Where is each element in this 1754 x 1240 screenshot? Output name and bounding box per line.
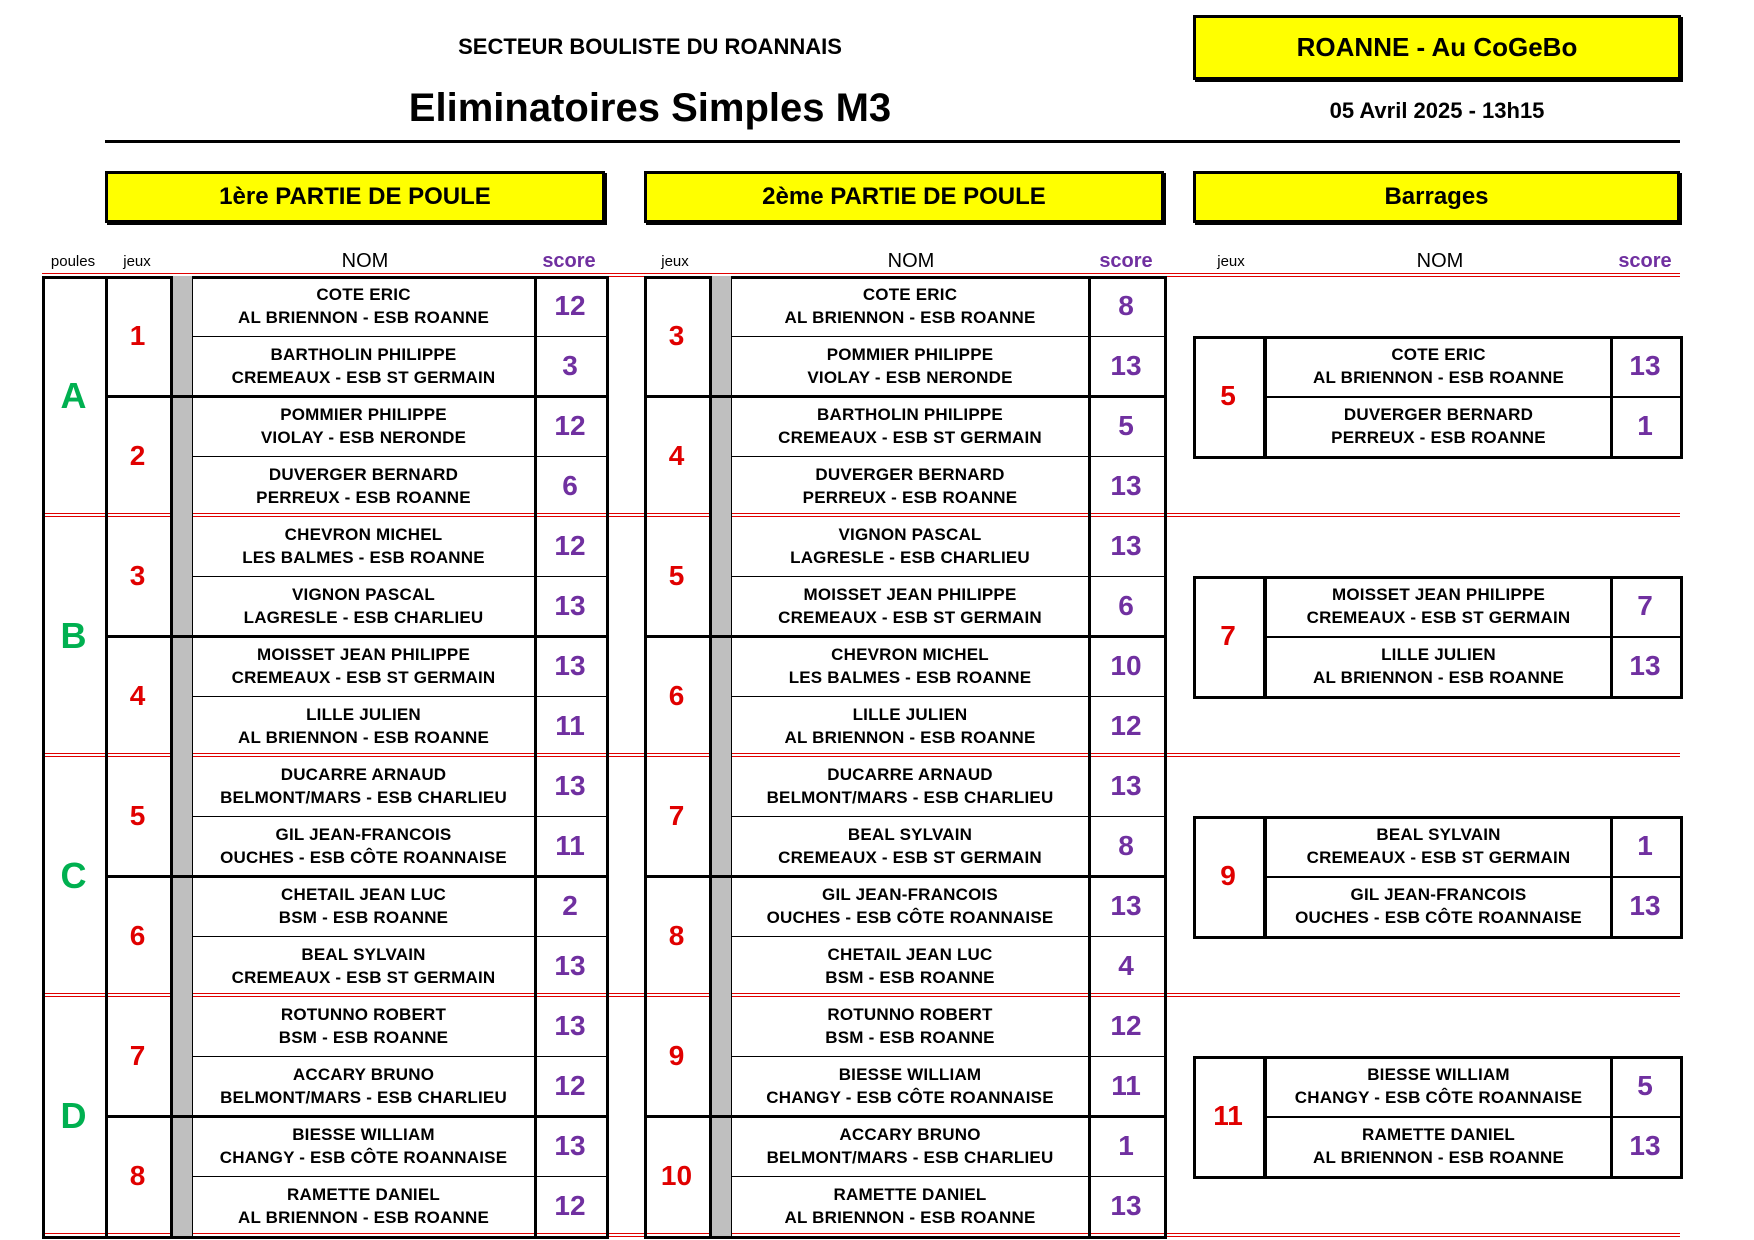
player-club: AL BRIENNON - ESB ROANNE (1312, 668, 1564, 687)
colhead-poules: poules (50, 252, 96, 270)
game-number: 4 (668, 440, 685, 471)
section-barrages: Barrages (1193, 171, 1680, 223)
barrage-game-number: 11 (1213, 1100, 1243, 1131)
row-divider (193, 456, 606, 457)
player-name: LILLE JULIEN (852, 705, 968, 724)
game-number: 8 (668, 920, 685, 951)
player-club: AL BRIENNON - ESB ROANNE (237, 1208, 489, 1227)
barrage-player-cell (1267, 1116, 1610, 1176)
player-club: CREMEAUX - ESB ST GERMAIN (231, 668, 496, 687)
colhead-jeux-3: jeux (1217, 252, 1245, 270)
player-cell (193, 696, 534, 756)
poule-letter: A (60, 375, 87, 416)
score-cell: 10 (1110, 650, 1142, 681)
barrage-score-cell: 5 (1637, 1070, 1653, 1101)
player-club: LES BALMES - ESB ROANNE (788, 668, 1032, 687)
player-club: BELMONT/MARS - ESB CHARLIEU (766, 788, 1054, 807)
barrage-score-cell: 1 (1637, 410, 1653, 441)
player-club: AL BRIENNON - ESB ROANNE (1312, 1148, 1564, 1167)
player-cell (193, 396, 534, 456)
score-cell: 13 (554, 650, 586, 681)
game-number: 6 (668, 680, 685, 711)
score-cell: 2 (562, 890, 578, 921)
player-club: LAGRESLE - ESB CHARLIEU (790, 548, 1030, 567)
game-number: 4 (129, 680, 146, 711)
player-cell (193, 516, 534, 576)
game-number: 7 (129, 1040, 146, 1071)
player-cell (732, 516, 1088, 576)
score-cell: 13 (554, 590, 586, 621)
barrage-score-cell: 13 (1629, 650, 1661, 681)
player-cell (193, 996, 534, 1056)
score-cell: 11 (1111, 1070, 1141, 1101)
game-number: 10 (660, 1160, 693, 1191)
score-cell: 13 (1110, 470, 1142, 501)
row-divider (193, 336, 606, 337)
colhead-score-1: score (542, 249, 596, 272)
gray-strip (172, 276, 193, 1236)
player-name: BEAL SYLVAIN (847, 825, 973, 844)
row-divider (193, 1056, 606, 1057)
player-name: GIL JEAN-FRANCOIS (1350, 885, 1527, 904)
barrage-player-cell (1267, 396, 1610, 456)
player-name: RAMETTE DANIEL (833, 1185, 987, 1204)
player-club: CREMEAUX - ESB ST GERMAIN (778, 608, 1042, 627)
player-club: CHANGY - ESB CÔTE ROANNAISE (1294, 1088, 1583, 1107)
player-name: COTE ERIC (862, 285, 958, 304)
organization-name: SECTEUR BOULISTE DU ROANNAIS (458, 34, 842, 59)
player-name: LILLE JULIEN (306, 705, 421, 724)
player-cell (193, 1056, 534, 1116)
score-cell: 6 (1118, 590, 1134, 621)
player-cell (732, 396, 1088, 456)
game-number: 2 (129, 440, 146, 471)
player-cell (732, 1176, 1088, 1236)
player-name: VIGNON PASCAL (838, 525, 982, 544)
player-cell (732, 276, 1088, 336)
row-divider (732, 576, 1164, 577)
player-name: BIESSE WILLIAM (838, 1065, 982, 1084)
player-club: BELMONT/MARS - ESB CHARLIEU (220, 1088, 507, 1107)
score-cell: 12 (1110, 1010, 1142, 1041)
score-cell: 4 (1118, 950, 1134, 981)
player-name: DUCARRE ARNAUD (827, 765, 993, 784)
player-cell (732, 636, 1088, 696)
player-name: MOISSET JEAN PHILIPPE (803, 585, 1017, 604)
player-club: AL BRIENNON - ESB ROANNE (784, 1208, 1036, 1227)
poule-letter: D (60, 1095, 87, 1136)
player-name: MOISSET JEAN PHILIPPE (1332, 585, 1545, 604)
player-club: AL BRIENNON - ESB ROANNE (237, 308, 489, 327)
player-cell (732, 996, 1088, 1056)
player-club: PERREUX - ESB ROANNE (802, 488, 1018, 507)
score-cell: 8 (1118, 830, 1134, 861)
player-club: CHANGY - ESB CÔTE ROANNAISE (766, 1088, 1054, 1107)
player-cell (732, 756, 1088, 816)
player-name: POMMIER PHILIPPE (826, 345, 994, 364)
player-club: BSM - ESB ROANNE (278, 1028, 449, 1047)
player-club: AL BRIENNON - ESB ROANNE (784, 308, 1036, 327)
gray-strip (711, 276, 732, 1236)
score-cell: 12 (554, 290, 586, 321)
row-divider (1263, 636, 1680, 638)
score-cell: 3 (562, 350, 578, 381)
venue-banner: ROANNE - Au CoGeBo (1193, 15, 1681, 80)
colhead-score-2: score (1099, 249, 1153, 272)
score-cell: 13 (1110, 1190, 1142, 1221)
player-club: BSM - ESB ROANNE (825, 968, 995, 987)
player-club: AL BRIENNON - ESB ROANNE (784, 728, 1036, 747)
colhead-score-3: score (1618, 249, 1672, 272)
player-cell (193, 276, 534, 336)
player-name: CHEVRON MICHEL (284, 525, 443, 544)
player-name: BARTHOLIN PHILIPPE (817, 405, 1003, 424)
game-number: 9 (668, 1040, 685, 1071)
player-cell (732, 1116, 1088, 1176)
barrage-game-number: 5 (1220, 380, 1236, 411)
row-divider (732, 456, 1164, 457)
player-cell (732, 1056, 1088, 1116)
player-cell (732, 816, 1088, 876)
player-club: OUCHES - ESB CÔTE ROANNAISE (1295, 908, 1582, 927)
row-divider (732, 1176, 1164, 1177)
game-number: 5 (668, 560, 685, 591)
barrage-score-cell: 13 (1629, 350, 1661, 381)
player-cell (193, 816, 534, 876)
poule-letter: C (60, 855, 87, 896)
player-name: CHETAIL JEAN LUC (827, 945, 993, 964)
barrage-score-cell: 13 (1629, 1130, 1661, 1161)
player-name: ACCARY BRUNO (839, 1125, 981, 1144)
colhead-jeux-2: jeux (661, 252, 689, 270)
row-divider (732, 696, 1164, 697)
player-name: BARTHOLIN PHILIPPE (270, 345, 457, 364)
player-cell (732, 936, 1088, 996)
score-cell: 12 (554, 410, 586, 441)
game-number: 5 (129, 800, 146, 831)
player-club: CREMEAUX - ESB ST GERMAIN (231, 368, 496, 387)
score-cell: 13 (1110, 770, 1142, 801)
player-name: LILLE JULIEN (1381, 645, 1496, 664)
colhead-nom-2: NOM (887, 249, 935, 272)
row-divider (193, 576, 606, 577)
header-rule (105, 140, 1680, 143)
player-club: BELMONT/MARS - ESB CHARLIEU (220, 788, 507, 807)
player-club: AL BRIENNON - ESB ROANNE (237, 728, 489, 747)
player-club: VIOLAY - ESB NERONDE (260, 428, 467, 447)
row-divider (1263, 876, 1680, 878)
player-cell (193, 576, 534, 636)
game-number: 8 (129, 1160, 146, 1191)
score-cell: 12 (1110, 710, 1142, 741)
player-name: BEAL SYLVAIN (301, 945, 426, 964)
score-cell: 13 (1110, 350, 1142, 381)
row-divider (732, 816, 1164, 817)
player-name: ACCARY BRUNO (292, 1065, 435, 1084)
score-cell: 12 (554, 530, 586, 561)
player-name: MOISSET JEAN PHILIPPE (257, 645, 470, 664)
barrage-player-cell (1267, 636, 1610, 696)
game-number: 6 (129, 920, 146, 951)
player-club: CREMEAUX - ESB ST GERMAIN (231, 968, 496, 987)
score-cell: 6 (562, 470, 578, 501)
player-club: BSM - ESB ROANNE (278, 908, 449, 927)
player-name: GIL JEAN-FRANCOIS (275, 825, 452, 844)
barrage-score-cell: 1 (1637, 830, 1653, 861)
player-name: CHETAIL JEAN LUC (280, 885, 447, 904)
player-name: RAMETTE DANIEL (1362, 1125, 1515, 1144)
player-cell (193, 1176, 534, 1236)
player-cell (193, 636, 534, 696)
barrage-game-number: 9 (1220, 860, 1236, 891)
barrage-player-cell (1267, 876, 1610, 936)
score-cell: 13 (554, 770, 586, 801)
player-club: AL BRIENNON - ESB ROANNE (1312, 368, 1564, 387)
player-name: BIESSE WILLIAM (1367, 1065, 1510, 1084)
player-cell (193, 756, 534, 816)
barrage-score-cell: 7 (1637, 590, 1653, 621)
player-club: LES BALMES - ESB ROANNE (242, 548, 485, 567)
player-cell (732, 456, 1088, 516)
player-club: CREMEAUX - ESB ST GERMAIN (778, 848, 1042, 867)
player-name: GIL JEAN-FRANCOIS (822, 885, 998, 904)
player-cell (193, 1116, 534, 1176)
score-cell: 13 (554, 950, 586, 981)
player-club: BELMONT/MARS - ESB CHARLIEU (766, 1148, 1054, 1167)
player-name: POMMIER PHILIPPE (280, 405, 447, 424)
colhead-nom-3: NOM (1416, 249, 1464, 272)
row-divider (193, 816, 606, 817)
section-first-round: 1ère PARTIE DE POULE (105, 171, 605, 223)
poule-letter: B (60, 615, 87, 656)
player-name: ROTUNNO ROBERT (827, 1005, 993, 1024)
game-number: 3 (668, 320, 685, 351)
game-number: 7 (668, 800, 685, 831)
row-divider (732, 936, 1164, 937)
player-cell (732, 336, 1088, 396)
player-cell (732, 576, 1088, 636)
player-name: DUCARRE ARNAUD (280, 765, 447, 784)
player-club: CREMEAUX - ESB ST GERMAIN (778, 428, 1042, 447)
score-cell: 13 (1110, 530, 1142, 561)
player-name: DUVERGER BERNARD (815, 465, 1005, 484)
player-cell (193, 936, 534, 996)
player-name: VIGNON PASCAL (291, 585, 436, 604)
player-club: LAGRESLE - ESB CHARLIEU (243, 608, 484, 627)
row-divider (732, 336, 1164, 337)
player-name: BEAL SYLVAIN (1376, 825, 1501, 844)
score-cell: 1 (1118, 1130, 1134, 1161)
page-title: Eliminatoires Simples M3 (408, 85, 892, 130)
player-name: COTE ERIC (1391, 345, 1486, 364)
player-cell (193, 456, 534, 516)
row-divider (193, 1176, 606, 1177)
player-club: PERREUX - ESB ROANNE (256, 488, 471, 507)
score-cell: 13 (554, 1010, 586, 1041)
player-club: BSM - ESB ROANNE (825, 1028, 995, 1047)
player-name: BIESSE WILLIAM (292, 1125, 435, 1144)
player-club: CHANGY - ESB CÔTE ROANNAISE (219, 1148, 508, 1167)
player-cell (193, 876, 534, 936)
barrage-score-cell: 13 (1629, 890, 1661, 921)
game-number: 1 (129, 320, 146, 351)
score-cell: 11 (555, 710, 585, 741)
row-divider (193, 936, 606, 937)
score-cell: 13 (1110, 890, 1142, 921)
colhead-nom-1: NOM (341, 249, 389, 272)
score-cell: 12 (554, 1070, 586, 1101)
player-name: RAMETTE DANIEL (287, 1185, 440, 1204)
player-club: OUCHES - ESB CÔTE ROANNAISE (766, 908, 1054, 927)
player-name: CHEVRON MICHEL (831, 645, 989, 664)
score-cell: 13 (554, 1130, 586, 1161)
score-cell: 12 (554, 1190, 586, 1221)
row-divider (1263, 396, 1680, 398)
player-club: OUCHES - ESB CÔTE ROANNAISE (220, 848, 507, 867)
row-divider (1263, 1116, 1680, 1118)
player-club: CREMEAUX - ESB ST GERMAIN (1306, 608, 1571, 627)
colhead-jeux-1: jeux (123, 252, 151, 270)
game-number: 3 (129, 560, 146, 591)
barrage-player-cell (1267, 336, 1610, 396)
score-cell: 5 (1118, 410, 1134, 441)
player-cell (732, 696, 1088, 756)
barrage-player-cell (1267, 816, 1610, 876)
score-cell: 8 (1118, 290, 1134, 321)
player-club: VIOLAY - ESB NERONDE (807, 368, 1013, 387)
player-cell (193, 336, 534, 396)
barrage-game-number: 7 (1220, 620, 1236, 651)
player-cell (732, 876, 1088, 936)
player-club: PERREUX - ESB ROANNE (1331, 428, 1546, 447)
player-name: COTE ERIC (316, 285, 411, 304)
player-name: DUVERGER BERNARD (268, 465, 459, 484)
player-club: CREMEAUX - ESB ST GERMAIN (1306, 848, 1571, 867)
row-divider (193, 696, 606, 697)
barrage-player-cell (1267, 1056, 1610, 1116)
event-date: 05 Avril 2025 - 13h15 (1329, 98, 1545, 123)
section-second-round: 2ème PARTIE DE POULE (644, 171, 1164, 223)
row-divider (732, 1056, 1164, 1057)
barrage-player-cell (1267, 576, 1610, 636)
score-cell: 11 (555, 830, 585, 861)
player-name: DUVERGER BERNARD (1343, 405, 1534, 424)
player-name: ROTUNNO ROBERT (280, 1005, 447, 1024)
